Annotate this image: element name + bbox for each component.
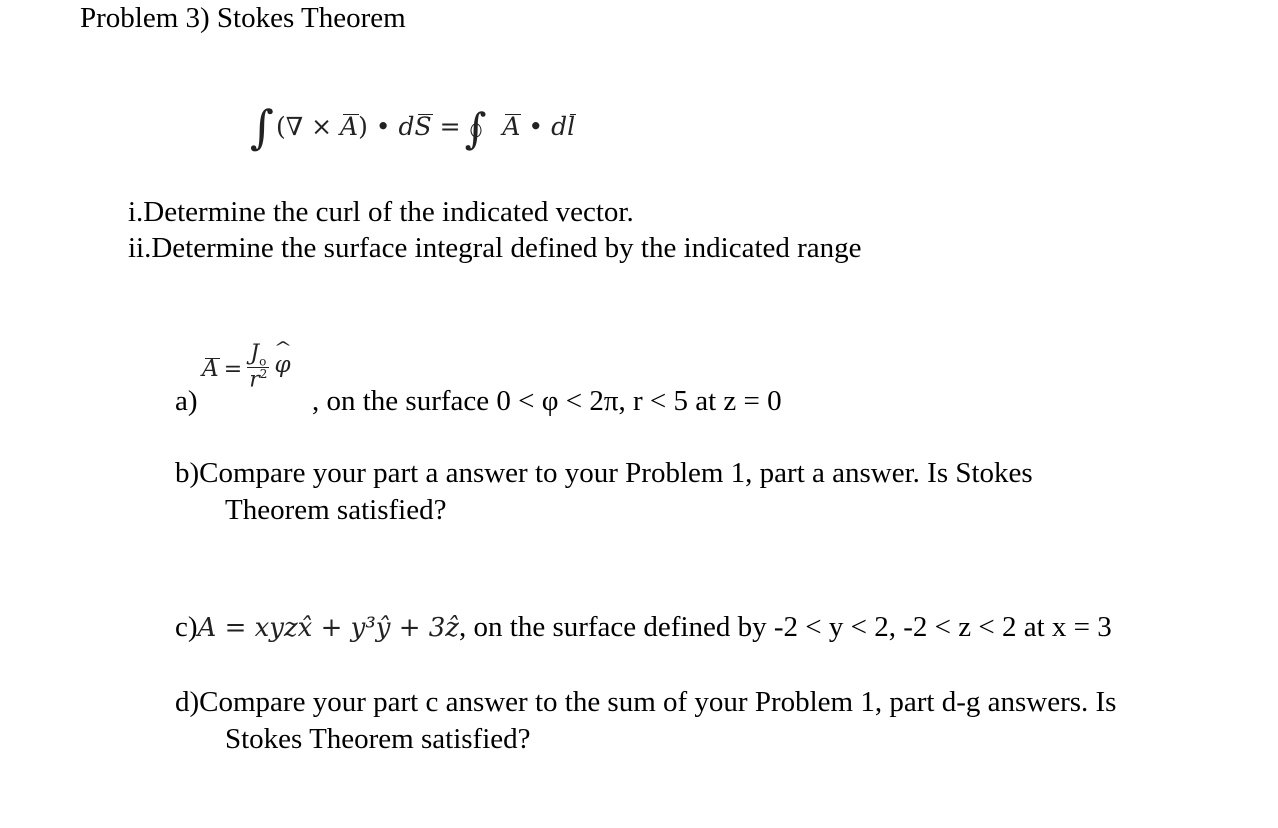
integral-sign: ∫ — [250, 100, 274, 154]
part-b-line2: Theorem satisfied? — [225, 494, 447, 526]
part-d-line1: d)Compare your part c answer to the sum of your Problem 1, part d-g answers. Is — [175, 686, 1117, 718]
instruction-curl: i.Determine the curl of the indicated vector. — [128, 196, 634, 228]
denominator-r: r — [249, 367, 260, 393]
part-a-surface-text: , on the surface 0 < φ < 2π, r < 5 at z = 0 — [312, 385, 782, 417]
part-a-vector-field — [202, 343, 291, 392]
problem-title: Problem 3) Stokes Theorem — [80, 2, 406, 34]
fraction-jo-over-r2 — [247, 343, 269, 392]
numerator-j: J — [250, 341, 260, 366]
part-d-line2: Stokes Theorem satisfied? — [225, 723, 531, 755]
instruction-surface-integral: ii.Determine the surface integral defined by the indicated range — [128, 232, 862, 264]
formula-equals: = — [439, 112, 461, 141]
part-c-vector-field: A = xyzx̂ + y³ŷ + 3ẑ — [197, 613, 460, 643]
part-a-label: a) — [175, 385, 198, 417]
numerator-subscript: o — [259, 354, 267, 369]
phi-unit-vector: ^ φ — [275, 352, 291, 378]
formula-rhs: A • dl — [502, 112, 576, 141]
contour-integral-sign: ∫ — [464, 104, 487, 153]
part-b-line1: b)Compare your part a answer to your Problem 1, part a answer. Is Stokes — [175, 457, 1033, 489]
part-c-surface-text: , on the surface defined by -2 < y < 2, -2 < z < 2 at x = 3 — [459, 611, 1112, 643]
vector-a-symbol: A — [202, 355, 219, 382]
part-c — [175, 611, 1112, 644]
stokes-theorem-formula — [250, 92, 576, 154]
part-c-label: c) — [175, 611, 198, 643]
part-a-equals: = — [223, 356, 243, 382]
denominator-superscript: 2 — [259, 367, 268, 382]
formula-lhs: (∇ × A) • dS — [275, 112, 432, 141]
